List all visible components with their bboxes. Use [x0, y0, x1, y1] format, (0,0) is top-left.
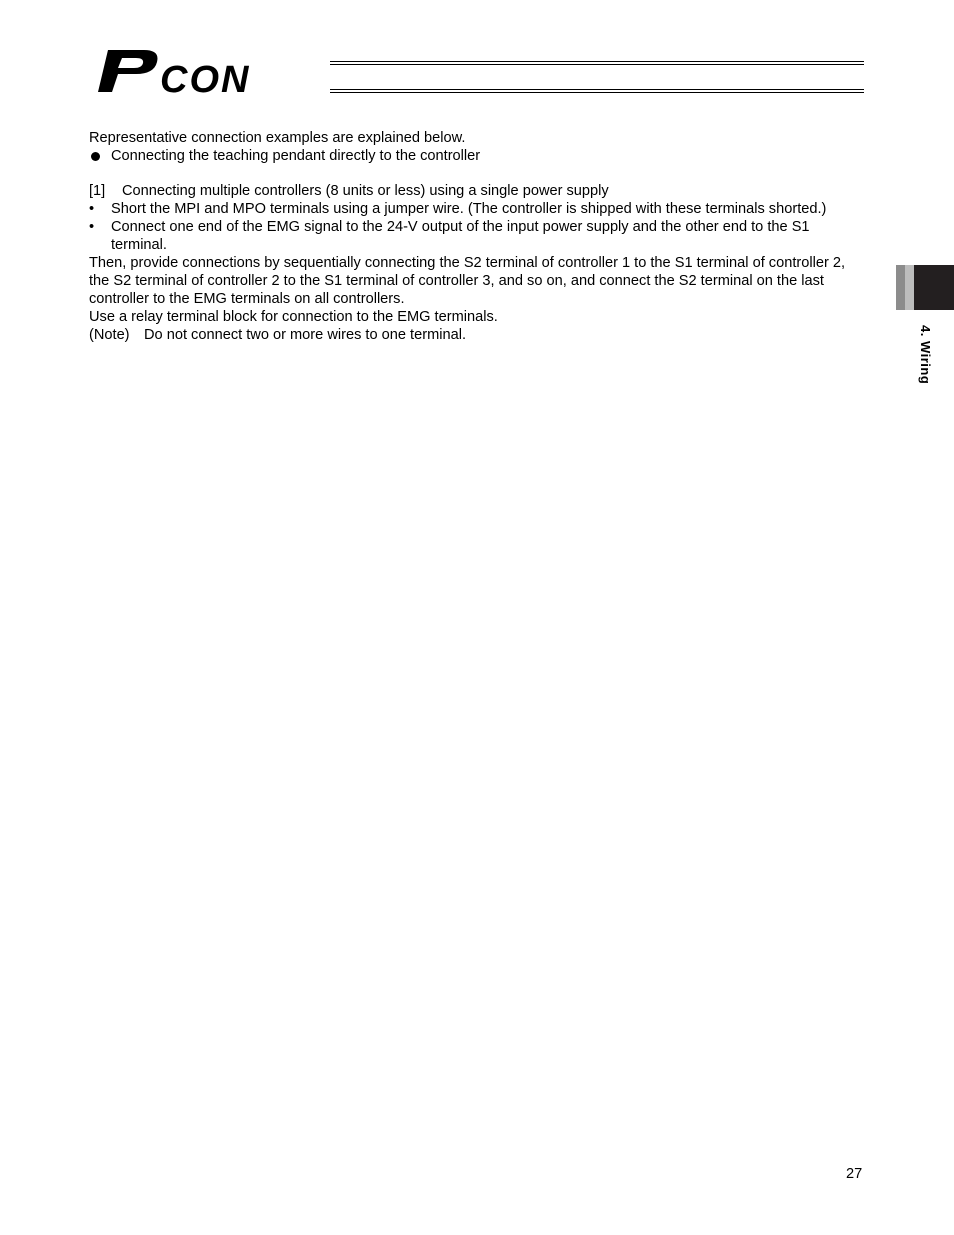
chapter-tab-block [914, 265, 954, 310]
header-rule-top-inner [330, 64, 864, 65]
pendant-bullet-text: Connecting the teaching pendant directly to the controller [111, 148, 481, 164]
relay-text: Use a relay terminal block for connection to the EMG terminals. [89, 309, 498, 325]
svg-text:CON: CON [160, 59, 251, 96]
chapter-label: 4. Wiring [918, 325, 933, 385]
pendant-bullet-item [89, 147, 864, 165]
header-rule-bottom-inner [330, 92, 864, 93]
chapter-tab-stripe [896, 265, 905, 310]
pcon-logo [94, 44, 334, 96]
chapter-tab [896, 265, 954, 310]
section-title: Connecting multiple controllers (8 units or less) using a single power supply [122, 183, 609, 199]
bullet-marker: • [89, 219, 95, 235]
bullet-marker: • [89, 201, 95, 217]
connection-paragraph: Then, provide connections by sequentially connecting the S2 terminal of controller 1 to the S1 terminal of controller 2, the S2 terminal of controller 2 to the S1 terminal of controller 3, and so on, and connect the S2 terminal on the last controller to the EMG terminals on all controllers. [89, 255, 846, 307]
bullet-text: Connect one end of the EMG signal to the 24-V output of the input power supply and the other end to the S1 terminal. [111, 219, 810, 253]
page-content [89, 129, 864, 344]
bullet-text: Short the MPI and MPO terminals using a jumper wire. (The controller is shipped with these terminals shorted.) [111, 201, 827, 217]
note [89, 326, 864, 344]
note-label: (Note) [89, 327, 130, 343]
section-number: [1] [89, 183, 106, 199]
header-rule-top [330, 61, 864, 62]
solid-bullet-icon [91, 152, 100, 161]
header-rule-bottom [330, 89, 864, 90]
note-text: Do not connect two or more wires to one terminal. [144, 327, 467, 343]
intro-text: Representative connection examples are explained below. [89, 130, 466, 146]
bullet-item [89, 200, 864, 218]
page-number: 27 [846, 1166, 863, 1182]
bullet-item [89, 218, 864, 254]
chapter-tab-stripe [905, 265, 914, 310]
section-heading [89, 182, 864, 200]
